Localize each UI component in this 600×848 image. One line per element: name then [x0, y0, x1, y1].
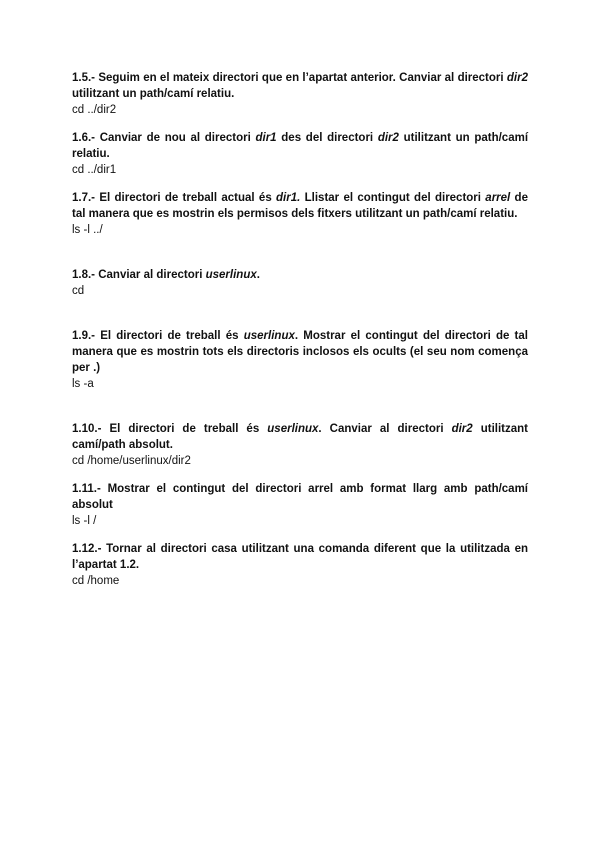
exercise-question: 1.5.- Seguim en el mateix directori que en l’apartat anterior. Canviar al directori dir2 utilitzant un path/camí relatiu.	[72, 72, 528, 100]
exercise-1-6	[72, 130, 528, 178]
exercise-answer: cd /home	[72, 575, 120, 587]
exercise-question: 1.11.- Mostrar el contingut del directori arrel amb format llarg amb path/camí absolut	[72, 483, 528, 511]
exercise-number: 1.10.-	[72, 423, 102, 435]
exercise-question: 1.6.- Canviar de nou al directori dir1 des del directori dir2 utilitzant un path/camí relatiu.	[72, 132, 529, 160]
exercise-number: 1.9.-	[72, 330, 96, 342]
exercise-1-11	[72, 481, 528, 529]
exercise-number: 1.11.-	[72, 483, 101, 495]
exercise-number: 1.8.-	[72, 269, 96, 281]
exercise-1-9	[72, 328, 528, 392]
exercise-answer: cd	[72, 285, 85, 297]
exercise-question: 1.10.- El directori de treball és userlinux. Canviar al directori dir2 utilitzant camí/path absolut.	[72, 423, 528, 451]
exercise-1-7	[72, 190, 528, 238]
exercise-answer: cd ../dir2	[72, 104, 117, 116]
exercise-answer: ls -l /	[72, 515, 97, 527]
exercise-answer: cd /home/userlinux/dir2	[72, 455, 191, 467]
exercise-answer: ls -a	[72, 378, 94, 390]
exercise-number: 1.6.-	[72, 132, 96, 144]
exercise-number: 1.12.-	[72, 543, 102, 555]
exercise-answer: ls -l ../	[72, 224, 103, 236]
exercise-1-8	[72, 267, 528, 299]
exercise-1-12	[72, 541, 528, 589]
exercise-question: 1.12.- Tornar al directori casa utilitzant una comanda diferent que la utilitzada en l’apartat 1.2.	[72, 543, 528, 571]
exercise-question: 1.8.- Canviar al directori userlinux.	[72, 269, 260, 281]
exercise-number: 1.5.-	[72, 72, 96, 84]
exercise-1-5	[72, 70, 528, 118]
exercise-question: 1.9.- El directori de treball és userlinux. Mostrar el contingut del directori de tal manera que es mostrin tots els directoris inclosos els ocults (el seu nom comença per .)	[72, 330, 528, 374]
exercise-number: 1.7.-	[72, 192, 96, 204]
exercise-question: 1.7.- El directori de treball actual és dir1. Llistar el contingut del directori arrel de tal manera que es mostrin els permisos dels fitxers utilitzant un path/camí relatiu.	[72, 192, 528, 220]
exercise-answer: cd ../dir1	[72, 164, 117, 176]
document-page	[72, 70, 528, 589]
exercise-1-10	[72, 421, 528, 469]
